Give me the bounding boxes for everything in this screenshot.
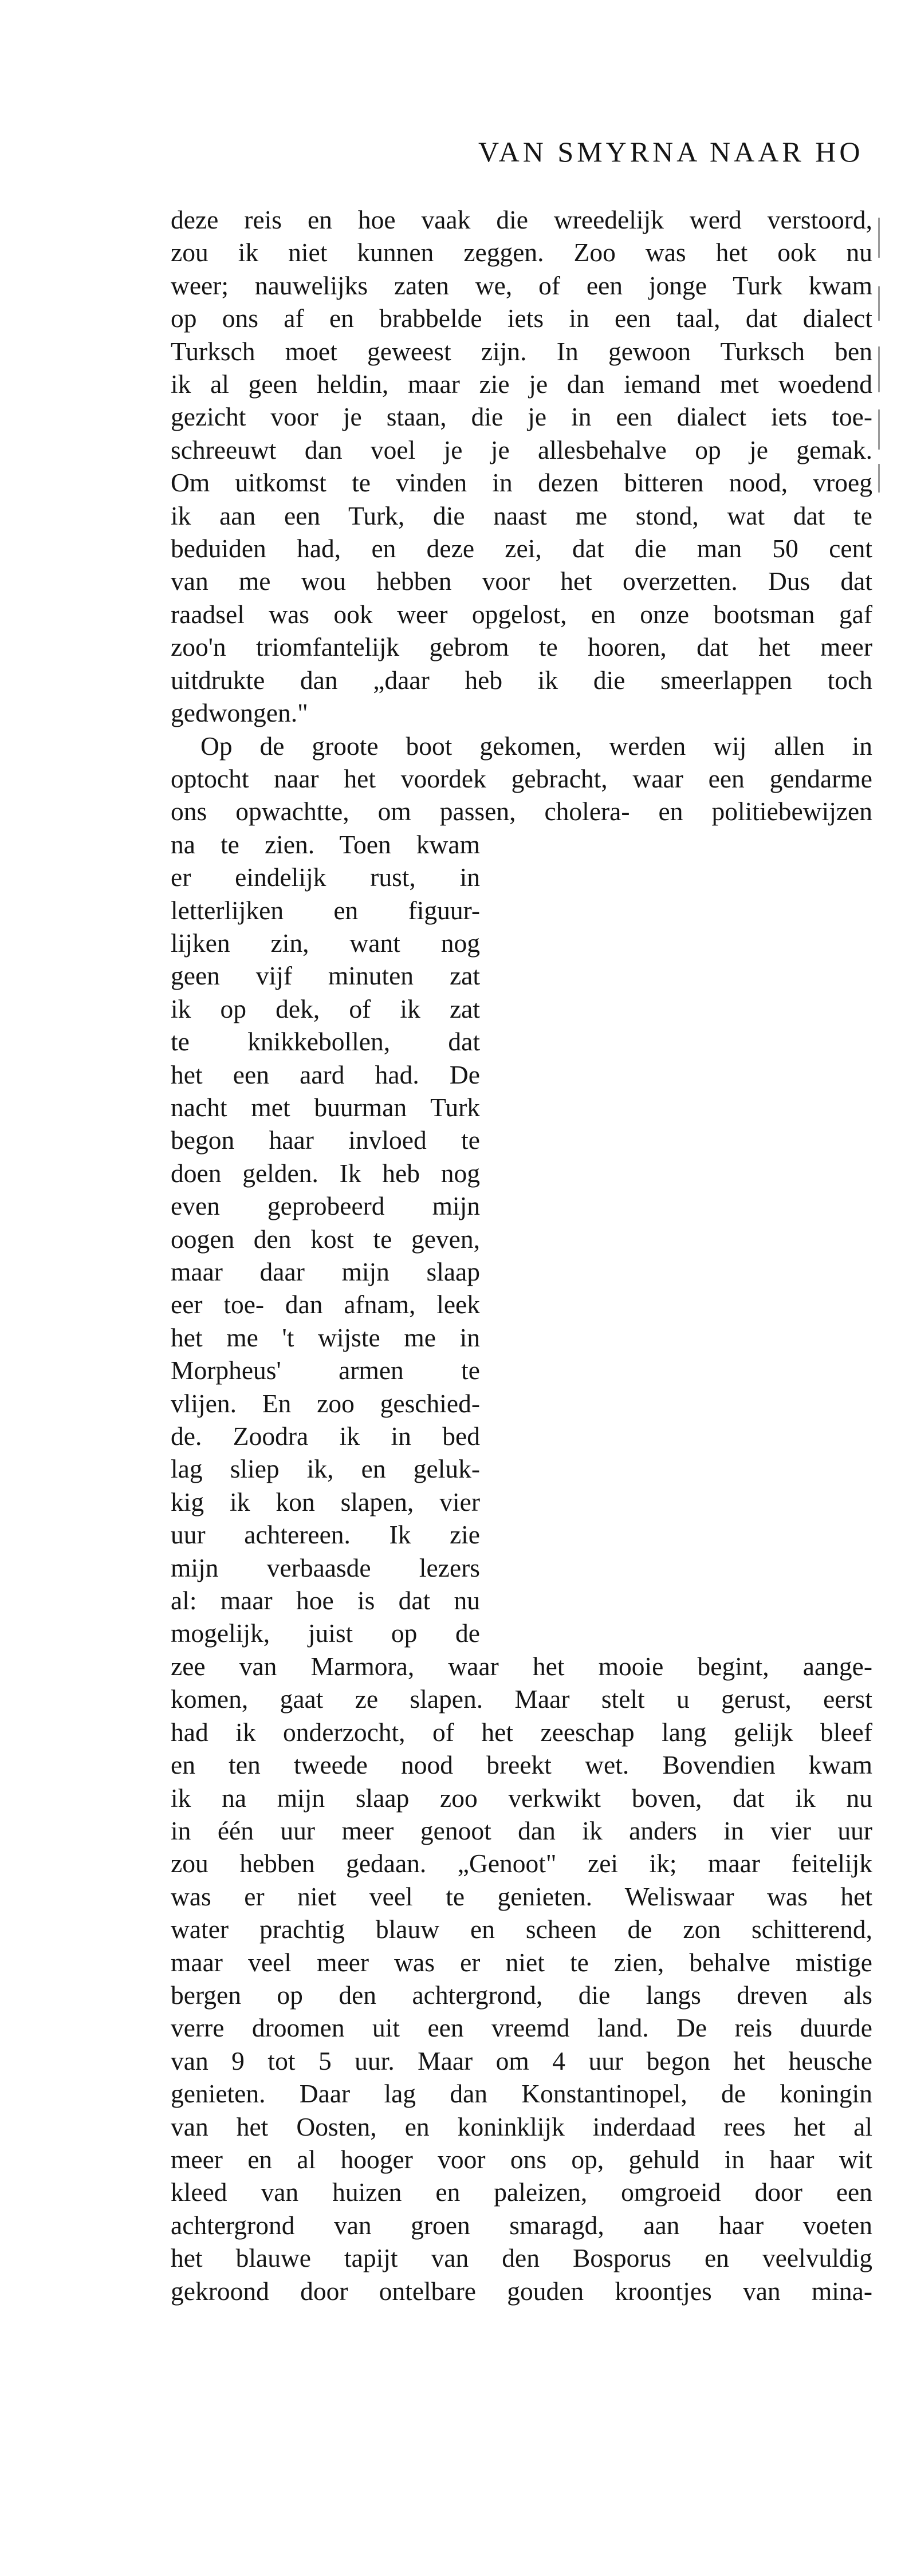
text-line: kig ik kon slapen, vier xyxy=(171,1487,480,1517)
text-line: Om uitkomst te vinden in dezen bitteren nood, vroeg xyxy=(171,468,872,498)
text-line: schreeuwt dan voel je je allesbehalve op je gemak. xyxy=(171,435,872,464)
text-line: bergen op den achtergrond, die langs dreven als xyxy=(171,1980,872,2010)
text-line: zoo'n triomfantelijk gebrom te hooren, dat het meer xyxy=(171,632,872,662)
text-line: had ik onderzocht, of het zeeschap lang gelijk bleef xyxy=(171,1717,872,1747)
text-line: ik aan een Turk, die naast me stond, wat dat te xyxy=(171,501,872,530)
page-edge-marks xyxy=(878,218,882,493)
body-text xyxy=(171,203,872,2307)
text-line: al: maar hoe is dat nu xyxy=(171,1586,480,1616)
text-line: ik al geen heldin, maar zie je dan iemand met woedend xyxy=(171,369,872,399)
text-line: begon haar invloed te xyxy=(171,1125,480,1155)
text-line: gedwongen." xyxy=(171,698,308,728)
text-line: genieten. Daar lag dan Konstantinopel, de koningin xyxy=(171,2079,872,2109)
text-line: mijn verbaasde lezers xyxy=(171,1553,480,1582)
text-line: en ten tweede nood breekt wet. Bovendien kwam xyxy=(171,1750,872,1780)
text-line: weer; nauwelijks zaten we, of een jonge Turk kwam xyxy=(171,270,872,300)
text-line: verre droomen uit een vreemd land. De reis duurde xyxy=(171,2013,872,2043)
text-line: maar daar mijn slaap xyxy=(171,1257,480,1286)
text-line: het blauwe tapijt van den Bosporus en veelvuldig xyxy=(171,2243,872,2273)
text-line: komen, gaat ze slapen. Maar stelt u gerust, eerst xyxy=(171,1684,872,1714)
text-line: de. Zoodra ik in bed xyxy=(171,1421,480,1451)
text-line: het een aard had. De xyxy=(171,1059,480,1089)
text-line: Op de groote boot gekomen, werden wij allen in xyxy=(200,731,872,761)
text-line: uitdrukte dan „daar heb ik die smeerlappen toch xyxy=(171,665,872,695)
text-line: deze reis en hoe vaak die wreedelijk werd verstoord, xyxy=(171,205,872,234)
text-line: meer en al hooger voor ons op, gehuld in haar wit xyxy=(171,2144,872,2174)
text-line: mogelijk, juist op de xyxy=(171,1618,480,1648)
text-line: was er niet veel te genieten. Weliswaar was het xyxy=(171,1881,872,1911)
text-line: optocht naar het voordek gebracht, waar een gendarme xyxy=(171,763,872,793)
text-line: Turksch moet geweest zijn. In gewoon Turksch ben xyxy=(171,336,872,366)
text-line: water prachtig blauw en scheen de zon schitterend, xyxy=(171,1915,872,1944)
text-line: even geprobeerd mijn xyxy=(171,1191,480,1221)
text-line: van het Oosten, en koninklijk inderdaad rees het al xyxy=(171,2112,872,2141)
text-line: achtergrond van groen smaragd, aan haar voeten xyxy=(171,2210,872,2240)
text-line: van 9 tot 5 uur. Maar om 4 uur begon het heusche xyxy=(171,2046,872,2075)
text-line: oogen den kost te geven, xyxy=(171,1224,480,1254)
text-line: doen gelden. Ik heb nog xyxy=(171,1158,480,1188)
text-line: na te zien. Toen kwam xyxy=(171,829,480,859)
text-line: het me 't wijste me in xyxy=(171,1322,480,1352)
paragraph-top xyxy=(171,203,872,828)
text-line: vlijen. En zoo geschied- xyxy=(171,1388,480,1418)
text-line: zou hebben gedaan. „Genoot" zei ik; maar feitelijk xyxy=(171,1849,872,1878)
text-line: eer toe- dan afnam, leek xyxy=(171,1290,480,1319)
text-line: uur achtereen. Ik zie xyxy=(171,1520,480,1550)
text-line: in één uur meer genoot dan ik anders in vier uur xyxy=(171,1815,872,1845)
text-line: ik op dek, of ik zat xyxy=(171,994,480,1023)
text-line: gezicht voor je staan, die je in een dialect iets toe- xyxy=(171,402,872,432)
text-line: ik na mijn slaap zoo verkwikt boven, dat ik nu xyxy=(171,1783,872,1813)
text-line: letterlijken en figuur- xyxy=(171,895,480,925)
text-line: ons opwachtte, om passen, cholera- en politiebewijzen xyxy=(171,797,872,826)
text-line: nacht met buurman Turk xyxy=(171,1092,480,1122)
text-line: gekroond door ontelbare gouden kroontjes van mina- xyxy=(171,2276,872,2306)
text-line: geen vijf minuten zat xyxy=(171,961,480,991)
text-line: op ons af en brabbelde iets in een taal, dat dialect xyxy=(171,304,872,333)
text-line: lijken zin, want nog xyxy=(171,928,480,958)
text-line: zee van Marmora, waar het mooie begint, aange- xyxy=(171,1651,872,1681)
paragraph-narrow-column xyxy=(171,828,480,1650)
text-line: er eindelijk rust, in xyxy=(171,862,480,892)
text-line: maar veel meer was er niet te zien, behalve mistige xyxy=(171,1947,872,1977)
text-line: van me wou hebben voor het overzetten. Dus dat xyxy=(171,566,872,596)
text-line: beduiden had, en deze zei, dat die man 50 cent xyxy=(171,534,872,564)
text-line: raadsel was ook weer opgelost, en onze bootsman gaf xyxy=(171,599,872,629)
text-line: zou ik niet kunnen zeggen. Zoo was het ook nu xyxy=(171,238,872,267)
text-line: lag sliep ik, en geluk- xyxy=(171,1454,480,1484)
text-line: Morpheus' armen te xyxy=(171,1356,480,1385)
text-line: te knikkebollen, dat xyxy=(171,1027,480,1057)
running-head-title: VAN SMYRNA NAAR HO xyxy=(478,136,864,168)
paragraph-bottom xyxy=(171,1650,872,2307)
text-line: kleed van huizen en paleizen, omgroeid door een xyxy=(171,2177,872,2207)
